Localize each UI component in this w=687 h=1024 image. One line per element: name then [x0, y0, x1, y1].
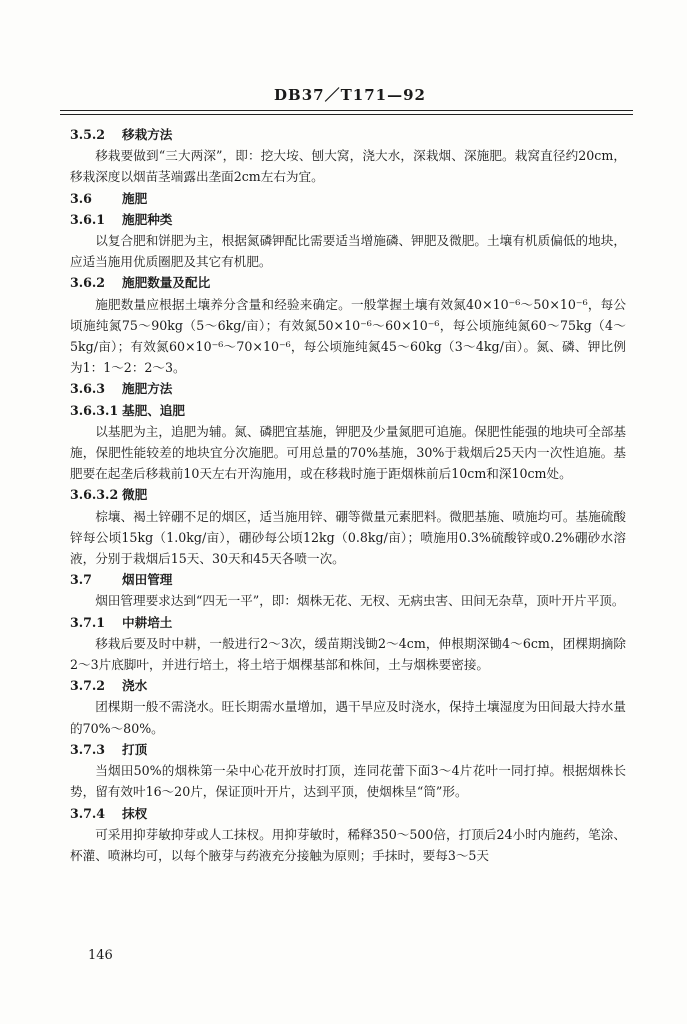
- header-rule-top: [60, 110, 633, 111]
- paragraph: 施肥数量应根据土壤养分含量和经验来确定。一般掌握土壤有效氮40×10⁻⁶～50×10⁻⁶，每公顷施纯氮75～90kg（5～6kg/亩）；有效氮50×10⁻⁶～60×10⁻⁶，每公顷施纯氮60～75kg（4～5kg/亩）；有效氮60×10⁻⁶～70×10⁻⁶，每公顷施纯氮45～60kg（3～4kg/亩）。氮、磷、钾比例为1：1～2：2～3。: [70, 296, 626, 376]
- paragraph: 团棵期一般不需浇水。旺长期需水量增加，遇干旱应及时浇水，保持土壤湿度为田间最大持水量的70%～80%。: [70, 699, 626, 736]
- section-number: 3.7.4: [70, 805, 106, 821]
- paragraph: 以复合肥和饼肥为主，根据氮磷钾配比需要适当增施磷、钾肥及微肥。土壤有机质偏低的地块，应适当施用优质圈肥及其它有机肥。: [70, 233, 626, 270]
- paragraph: 移栽后要及时中耕，一般进行2～3次，缓苗期浅锄2～4cm，伸根期深锄4～6cm，团棵期摘除2～3片底脚叶，并进行培土，将土培于烟棵基部和株间，土与烟株要密接。: [70, 635, 626, 673]
- section-number: 3.6.3.1: [70, 402, 119, 418]
- section-number: 3.7: [70, 572, 92, 588]
- paragraph: 烟田管理要求达到“四无一平”，即：烟株无花、无杈、无病虫害、田间无杂草，顶叶开片平顶。: [95, 593, 625, 609]
- paragraph: 移栽要做到“三大两深”，即：挖大垵、刨大窝，浇大水，深栽烟、深施肥。栽窝直径约20cm，移栽深度以烟苗茎端露出垄面2cm左右为宜。: [70, 148, 626, 185]
- section-heading: [70, 739, 626, 760]
- section-title: 施肥数量及配比: [122, 275, 211, 291]
- section-heading: [70, 675, 626, 696]
- body-text: [70, 124, 626, 866]
- section-heading: [70, 209, 626, 230]
- section-title: 中耕培土: [122, 614, 173, 630]
- section-title: 施肥种类: [122, 211, 173, 227]
- section-heading: [70, 272, 626, 293]
- paragraph: 以基肥为主，追肥为辅。氮、磷肥宜基施，钾肥及少量氮肥可追施。保肥性能强的地块可全部基施，保肥性能较差的地块宜分次施肥。可用总量的70%基施，30%于栽烟后25天内一次性追施。基肥要在起垄后移栽前10天左右开沟施用，或在移栽时施于距烟株前后10cm和深10cm处。: [70, 423, 626, 482]
- section-number: 3.6.3: [70, 381, 106, 397]
- paragraph: 棕壤、褐土锌硼不足的烟区，适当施用锌、硼等微量元素肥料。微肥基施、喷施均可。基施硫酸锌每公顷15kg（1.0kg/亩），硼砂每公顷12kg（0.8kg/亩）；喷施用0.3%硫酸锌或0.2%硼砂水溶液，分别于栽烟后15天、30天和45天各喷一次。: [70, 508, 626, 567]
- paragraph: 当烟田50%的烟株第一朵中心花开放时打顶，连同花蕾下面3～4片花叶一同打掉。根据烟株长势，留有效叶16～20片，保证顶叶开片，达到平顶，使烟株呈“筒”形。: [70, 763, 626, 800]
- section-number: 3.5.2: [70, 127, 106, 142]
- section-title: 施肥: [122, 190, 148, 206]
- section-heading: [70, 484, 626, 505]
- section-title: 抹杈: [122, 805, 148, 821]
- section-number: 3.7.3: [70, 741, 106, 757]
- section-title: 基肥、追肥: [122, 402, 185, 418]
- section-title: 浇水: [122, 678, 148, 694]
- section-number: 3.7.1: [70, 614, 106, 630]
- section-number: 3.6: [70, 190, 92, 206]
- section-heading: [70, 612, 626, 633]
- section-number: 3.6.1: [70, 211, 106, 227]
- section-heading: [70, 378, 626, 399]
- header-rule-bottom: [60, 114, 633, 115]
- paragraph: 可采用抑芽敏抑芽或人工抹杈。用抑芽敏时，稀释350～500倍，打顶后24小时内施药，笔涂、杯灌、喷淋均可，以每个腋芽与药液充分接触为原则；手抹时，要每3～5天: [70, 826, 626, 863]
- section-title: 烟田管理: [122, 572, 173, 588]
- section-title: 施肥方法: [122, 381, 173, 397]
- standard-code-header: DB37／T171—92: [274, 86, 426, 104]
- section-title: 微肥: [122, 487, 148, 503]
- section-heading: [70, 188, 626, 209]
- section-title: 移栽方法: [122, 127, 173, 142]
- page-number: 146: [88, 948, 113, 963]
- section-title: 打顶: [122, 741, 148, 757]
- section-heading: [70, 569, 626, 590]
- section-heading: [70, 803, 626, 824]
- section-number: 3.6.2: [70, 275, 106, 291]
- section-heading: [70, 124, 626, 145]
- section-number: 3.6.3.2: [70, 487, 119, 503]
- section-heading: [70, 400, 626, 421]
- section-number: 3.7.2: [70, 678, 106, 694]
